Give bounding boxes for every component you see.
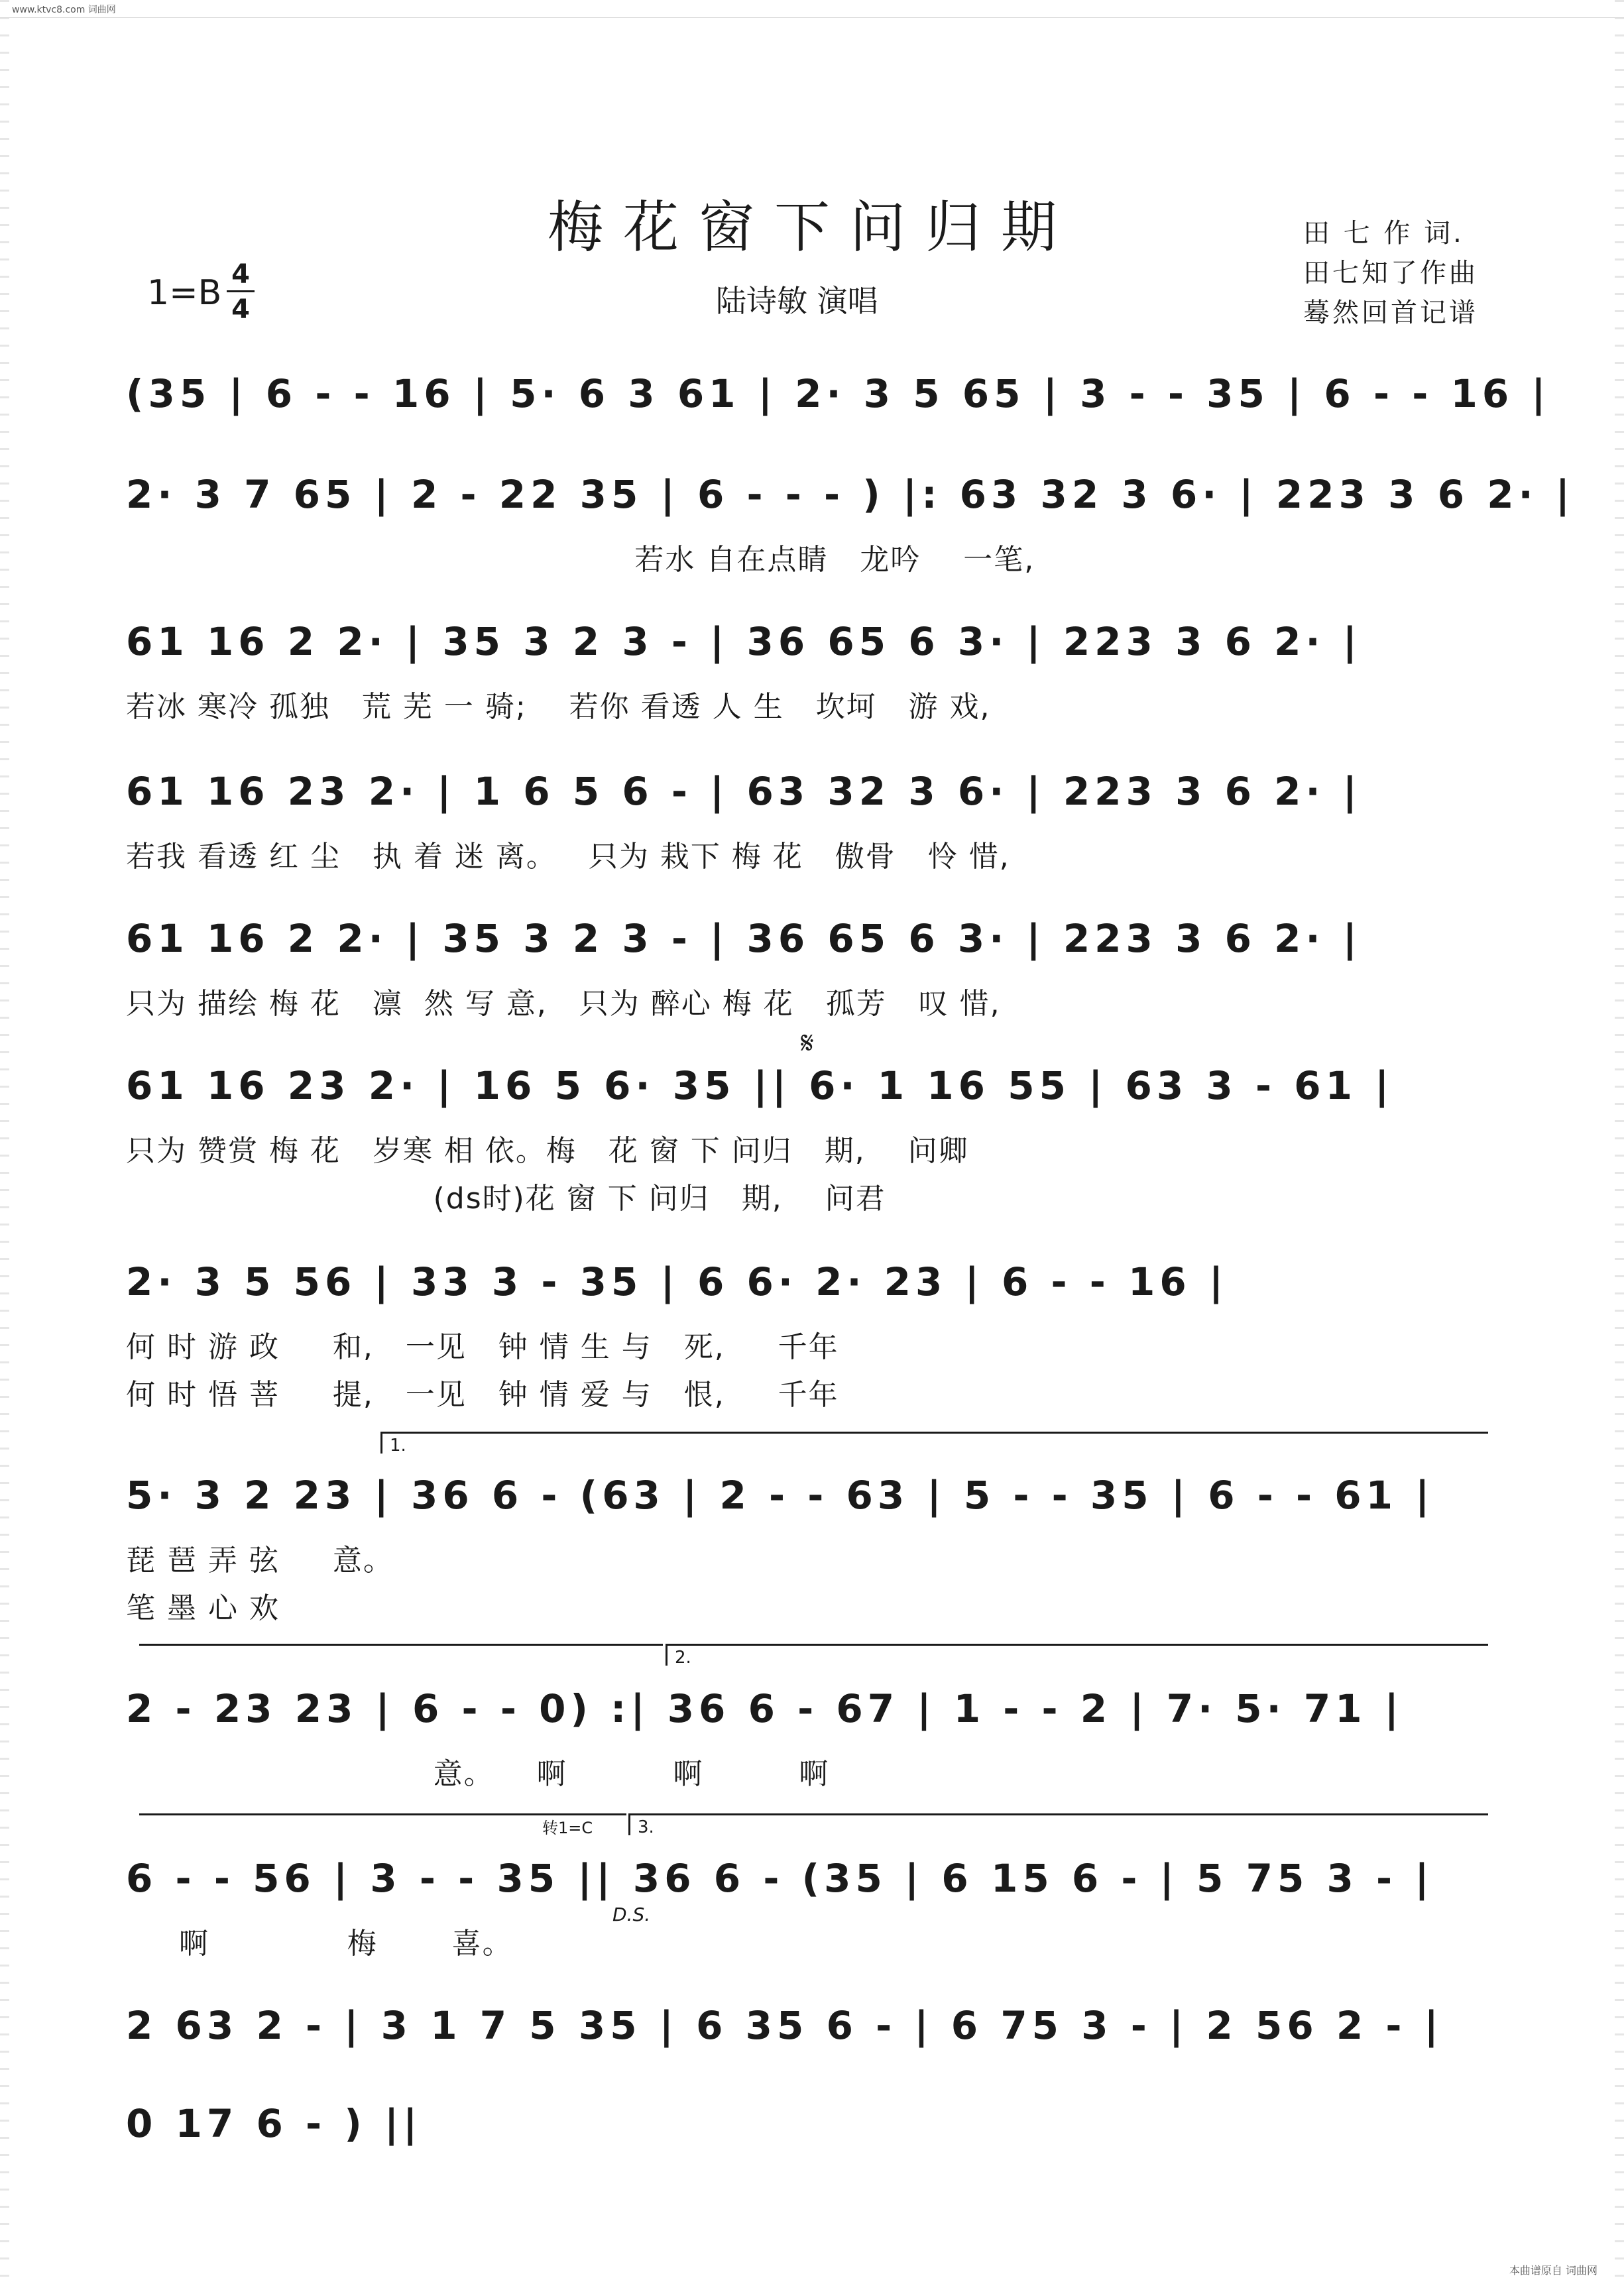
volta-1-label: 1.	[390, 1436, 406, 1456]
key-signature: 1=B	[147, 273, 222, 313]
volta-2-label: 2.	[675, 1648, 691, 1668]
staff-notes: 61 16 23 2· | 16 5 6· 35 || 6· 1 16 55 | 63 3 - 61 |	[126, 1063, 1394, 1108]
lyric-line: 若冰 寒冷 孤独 荒 芜 一 骑; 若你 看透 人 生 坎坷 游 戏,	[126, 690, 991, 724]
lyricist-credit: 田 七 作 词.	[1303, 218, 1464, 249]
right-border-strip	[1615, 0, 1624, 2284]
lyric-line-2: 何 时 悟 菩 提, 一见 钟 情 爱 与 恨, 千年	[126, 1378, 839, 1412]
lyric-line: 琵 琶 弄 弦 意。	[126, 1544, 394, 1577]
lyric-line-2: 笔 墨 心 欢	[126, 1591, 280, 1625]
left-border-strip	[0, 0, 9, 2284]
staff-notes: 61 16 23 2· | 1 6 5 6 - | 63 32 3 6· | 223 3 6 2· |	[126, 769, 1362, 814]
staff-notes: 61 16 2 2· | 35 3 2 3 - | 36 65 6 3· | 223 3 6 2· |	[126, 916, 1362, 961]
lyric-line: 只为 赞赏 梅 花 岁寒 相 依。梅 花 窗 下 问归 期, 问卿	[126, 1134, 969, 1168]
staff-notes: 2· 3 5 56 | 33 3 - 35 | 6 6· 2· 23 | 6 - - 16 |	[126, 1259, 1228, 1304]
ds-mark: D.S.	[612, 1904, 651, 1925]
lyric-line-2: (ds时)花 窗 下 问归 期, 问君	[126, 1182, 886, 1216]
volta-bracket-1	[380, 1432, 1488, 1454]
lyric-line: 啊 梅 喜。	[126, 1927, 513, 1961]
volta-bracket-2	[666, 1644, 1488, 1666]
top-bar	[0, 0, 1624, 18]
lyric-line: 意。 啊 啊 啊	[126, 1757, 830, 1791]
singer: 陆诗敏 演唱	[716, 283, 878, 319]
lyric-line: 只为 描绘 梅 花 凛 然 写 意, 只为 醉心 梅 花 孤芳 叹 惜,	[126, 987, 1001, 1021]
staff-notes: 0 17 6 - ) ||	[126, 2101, 422, 2146]
staff-notes: 61 16 2 2· | 35 3 2 3 - | 36 65 6 3· | 223 3 6 2· |	[126, 619, 1362, 664]
segno-mark: 𝄋	[801, 1025, 814, 1060]
time-denominator: 4	[231, 294, 250, 325]
composer-credit: 田七知了作曲	[1303, 258, 1478, 288]
song-title: 梅花窗下问归期	[547, 195, 1076, 260]
staff-notes: (35 | 6 - - 16 | 5· 6 3 61 | 2· 3 5 65 | 3 - - 35 | 6 - - 16 |	[126, 371, 1550, 416]
staff-notes: 5· 3 2 23 | 36 6 - (63 | 2 - - 63 | 5 - - 35 | 6 - - 61 |	[126, 1473, 1434, 1518]
staff-notes: 2· 3 7 65 | 2 - 22 35 | 6 - - - ) |: 63 32 3 6· | 223 3 6 2· |	[126, 472, 1575, 517]
staff-notes: 6 - - 56 | 3 - - 35 || 36 6 - (35 | 6 15 6 - | 5 75 3 - |	[126, 1856, 1434, 1901]
lyric-line: 何 时 游 政 和, 一见 钟 情 生 与 死, 千年	[126, 1330, 839, 1364]
footer-text[interactable]: 本曲谱原自 词曲网	[1509, 2264, 1597, 2277]
staff-notes: 2 - 23 23 | 6 - - 0) :| 36 6 - 67 | 1 - - 2 | 7· 5· 71 |	[126, 1686, 1403, 1731]
transcriber-credit: 蓦然回首记谱	[1303, 298, 1478, 328]
volta-3-label: 3.	[638, 1817, 654, 1837]
tie-line	[139, 1644, 663, 1646]
credits	[1303, 213, 1478, 333]
time-numerator: 4	[227, 261, 255, 292]
site-text[interactable]: www.ktvc8.com 词曲网	[12, 5, 116, 15]
modulation-mark: 转1=C	[542, 1819, 593, 1837]
lyric-line: 若水 自在点睛 龙吟 一笔,	[126, 543, 1035, 577]
staff-notes: 2 63 2 - | 3 1 7 5 35 | 6 35 6 - | 6 75 3 - | 2 56 2 - |	[126, 2003, 1443, 2048]
lyric-line: 若我 看透 红 尘 执 着 迷 离。 只为 栽下 梅 花 傲骨 怜 惜,	[126, 840, 1010, 874]
volta-bracket-3	[628, 1813, 1488, 1835]
time-signature	[227, 261, 255, 323]
